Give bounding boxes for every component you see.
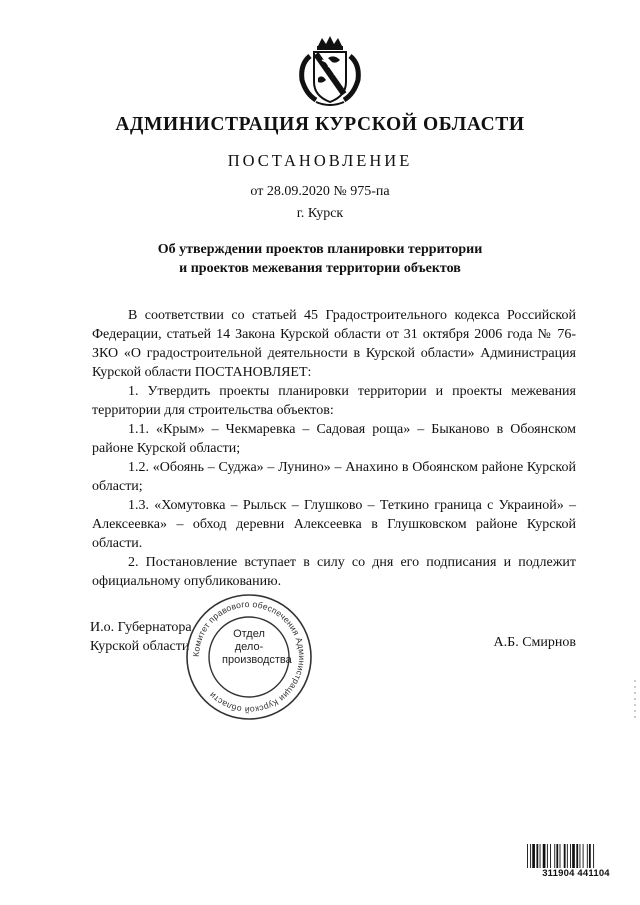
stamp-inner-line-2: дело-: [234, 641, 264, 653]
stamp-ring-text: Комитет правового обеспечения Администрации Курской области: [190, 598, 308, 716]
body-paragraph-item-1-1: 1.1. «Крым» – Чекмаревка – Садовая роща» – Быканово в Обоянском районе Курской области;: [92, 422, 576, 456]
stamp-inner-line-3: производства: [222, 654, 292, 666]
organization-title: АДМИНИСТРАЦИЯ КУРСКОЙ ОБЛАСТИ: [115, 114, 525, 135]
signatory-position-line-2: Курской области: [90, 639, 190, 654]
coat-of-arms-emblem: [296, 34, 364, 108]
stamp-inner-line-1: Отдел: [233, 628, 265, 640]
signatory-position: [90, 618, 192, 656]
document-date-number: от 28.09.2020 № 975-па: [250, 184, 390, 199]
body-paragraph-item-1-3: 1.3. «Хомутовка – Рыльск – Глушково – Теткино граница с Украиной» – Алексеевка» – обход деревни Алексеевка в Глушковском районе Курской области.: [92, 498, 576, 551]
body-paragraph-item-1: 1. Утвердить проекты планировки территории и проекты межевания территории для строительства объектов:: [92, 384, 576, 418]
stamp-inner-text: [222, 628, 292, 667]
body-paragraph-preamble: В соответствии со статьей 45 Градостроительного кодекса Российской Федерации, статьей 14 Закона Курской области от 31 октября 2006 года № 76-ЗКО «О градостроительной деятельности в Курской области» Администрация Курской области ПОСТАНОВЛЯЕТ:: [92, 308, 576, 380]
body-paragraph-item-2: 2. Постановление вступает в силу со дня его подписания и подлежит официальному опубликованию.: [92, 555, 576, 589]
barcode-number: 311904 441104: [524, 868, 628, 879]
signatory-position-line-1: И.о. Губернатора: [90, 620, 192, 635]
signatory-name: А.Б. Смирнов: [493, 635, 576, 650]
document-subject: [120, 240, 520, 278]
document-type: ПОСТАНОВЛЕНИЕ: [227, 151, 413, 170]
body-paragraph-item-1-2: 1.2. «Обоянь – Суджа» – Лунино» – Анахино в Обоянском районе Курской области;: [92, 460, 576, 494]
subject-line-1: Об утверждении проектов планировки территории: [157, 242, 483, 257]
scan-edge-mark: [634, 680, 636, 720]
subject-line-2: и проектов межевания территории объектов: [179, 261, 461, 276]
document-body: [92, 306, 576, 591]
document-city: г. Курск: [296, 206, 344, 221]
